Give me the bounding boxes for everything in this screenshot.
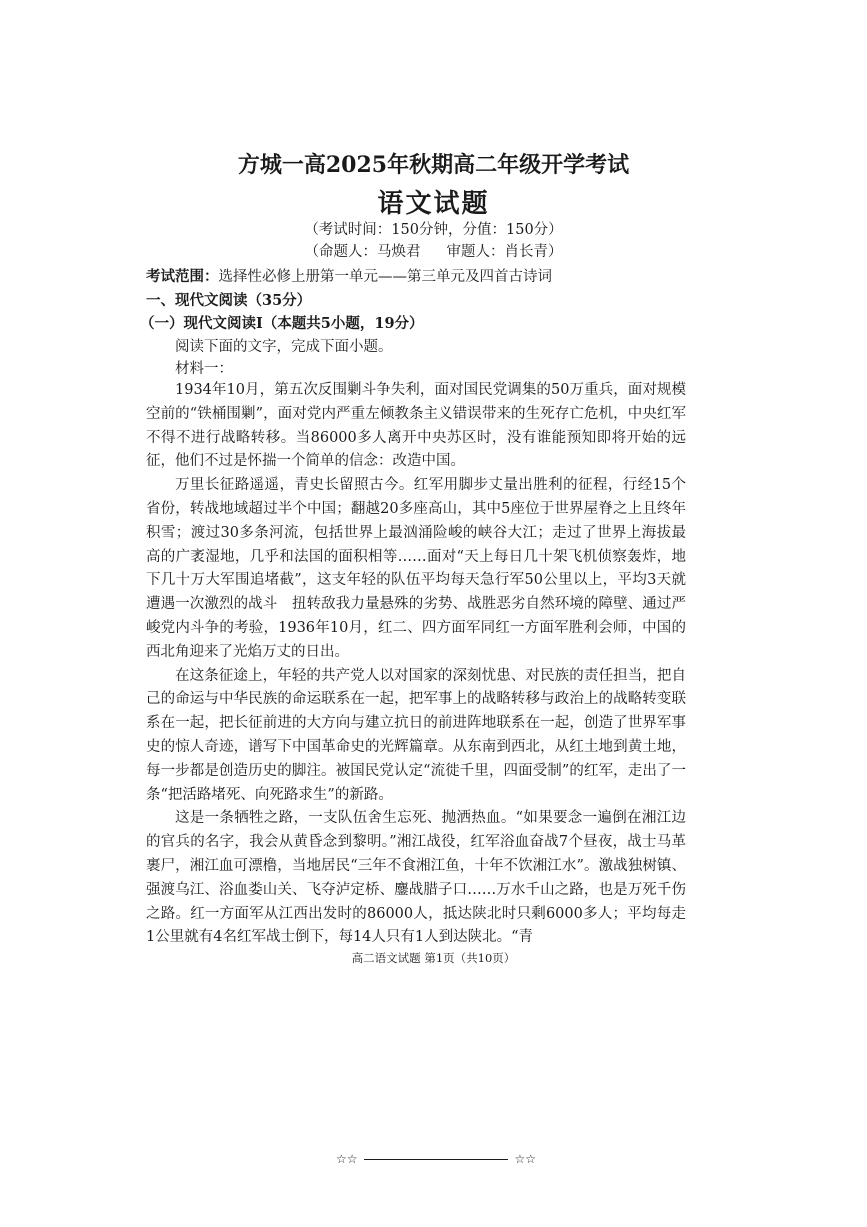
page-footer: 高二语文试题 第1页（共10页）: [351, 951, 516, 965]
passage-paragraph: 在这条征途上，年轻的共产党人以对国家的深刻忧患、对民族的责任担当，把自己的命运与中华民族的命运联系在一起，把军事上的战略转移与政治上的战略转变联系在一起，把长征前进的大方向与建立抗日的前进阵地联系在一起，创造了世界军事史的惊人奇迹，谱写下中国革命史的光辉篇章。从东南到西北，从红土地到黄土地，每一步都是创造历史的脚注。被国民党认定“流徙千里，四面受制”的红军，走出了一条“把活路堵死、向死路求生”的新路。: [146, 667, 686, 803]
exam-authors: [0, 240, 867, 261]
star-icon: ☆☆: [514, 1152, 536, 1166]
setter-label: （命题人：马焕君: [304, 244, 421, 260]
reviewer-label: 审题人：肖长青）: [446, 244, 563, 260]
scope-label: 考试范围：: [146, 268, 219, 285]
reading-instruction: 阅读下面的文字，完成下面小题。: [175, 339, 393, 355]
footer-ornament: [336, 1150, 536, 1168]
exam-subtitle: 语文试题: [377, 189, 490, 219]
section-heading-part1: 一、现代文阅读（35分）: [146, 292, 312, 309]
passage-paragraph: 万里长征路遥遥，青史长留照古今。红军用脚步丈量出胜利的征程，行经15个省份，转战地域超过半个中国；翻越20多座高山，其中5座位于世界屋脊之上且终年积雪；渡过30多条河流，包括世界上最汹涌险峻的峡谷大江；走过了世界上海拔最高的广袤湿地，几乎和法国的面积相等……面对“天上每日几十架飞机侦察轰炸，地下几十万大军围追堵截”，这支年轻的队伍平均每天急行军50公里以上，平均3天就遭遇一次激烈的战斗 扭转敌我力量悬殊的劣势、战胜恶劣自然环境的障壁、通过严峻党内斗争的考验，1936年10月，红二、四方面军同红一方面军胜利会师，中国的西北角迎来了光焰万丈的日出。: [146, 477, 686, 660]
section-heading-sub1: （一）现代文阅读Ⅰ（本题共5小题，19分）: [140, 315, 424, 332]
passage-paragraph: 这是一条牺牲之路，一支队伍舍生忘死、抛洒热血。“如果要念一遍倒在湘江边的官兵的名字，我会从黄昏念到黎明。”湘江战役，红军浴血奋战7个昼夜，战士马革裹尸，湘江血可漂橹，当地居民“三年不食湘江鱼，十年不饮湘江水”。激战独树镇、强渡乌江、浴血娄山关、飞夺泸定桥、鏖战腊子口……万水千山之路，也是万死千伤之路。红一方面军从江西出发时的86000人，抵达陕北时只剩6000多人；平均每走1公里就有4名红军战士倒下，每14人只有1人到达陕北。“青: [146, 810, 686, 946]
ornament-divider: [364, 1159, 508, 1160]
star-icon: ☆☆: [336, 1152, 358, 1166]
scope-text: 选择性必修上册第一单元——第三单元及四首古诗词: [218, 269, 552, 285]
material-label: 材料一：: [175, 361, 233, 377]
exam-time-info: （考试时间：150分钟，分值：150分）: [304, 222, 563, 238]
passage-paragraph: 1934年10月，第五次反围剿斗争失利，面对国民党调集的50万重兵，面对规模空前的“铁桶围剿”，面对党内严重左倾教条主义错误带来的生死存亡危机，中央红军不得不进行战略转移。当86000多人离开中央苏区时，没有谁能预知即将开始的远征，他们不过是怀揣一个简单的信念：改造中国。: [146, 382, 686, 470]
exam-scope: [146, 265, 552, 286]
exam-title: 方城一高2025年秋期高二年级开学考试: [237, 152, 630, 178]
reading-passage: [146, 379, 686, 950]
